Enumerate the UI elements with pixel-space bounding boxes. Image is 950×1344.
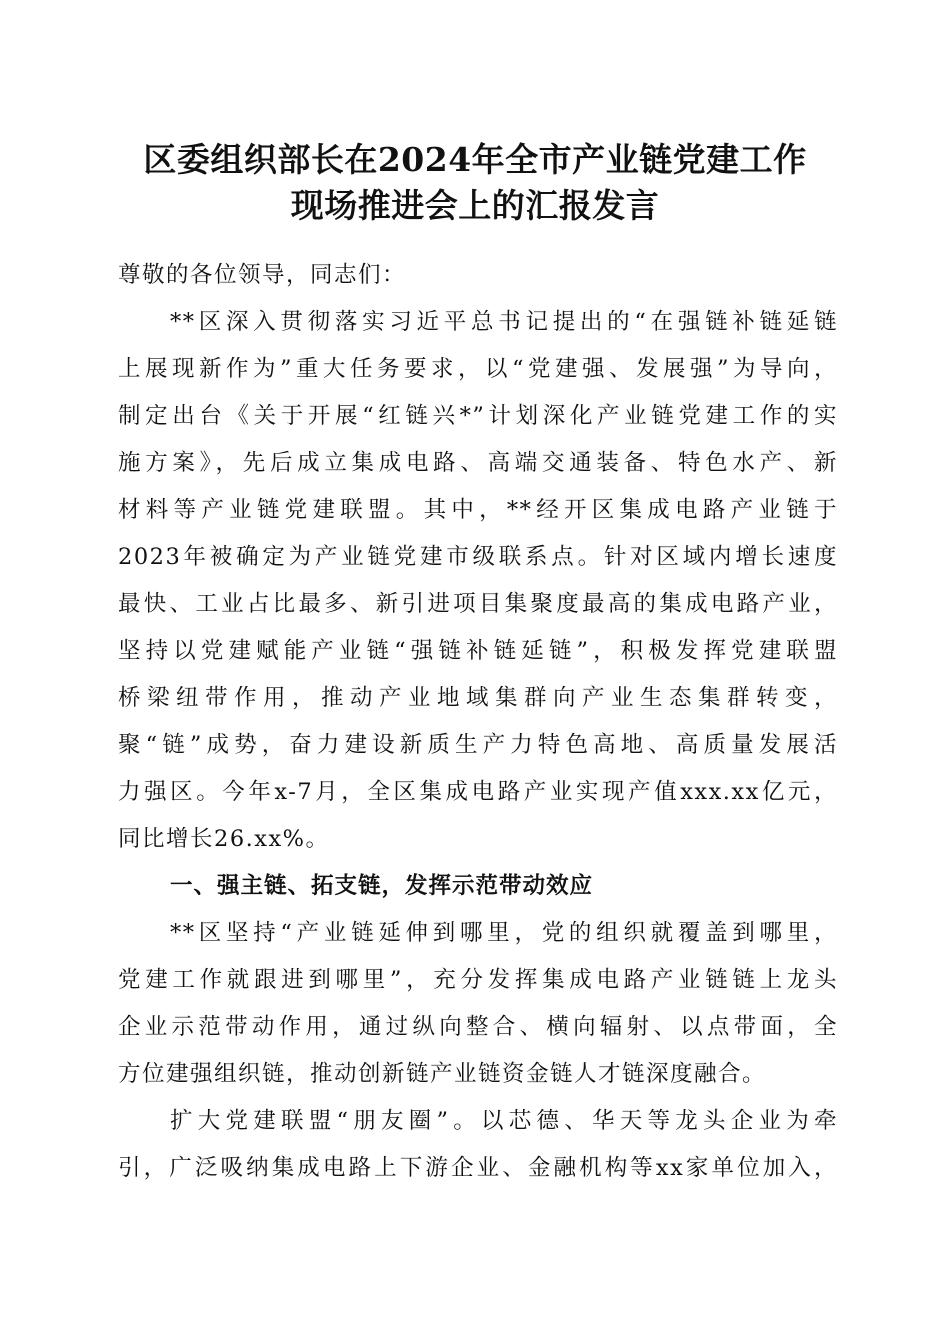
paragraph-3: [118, 1098, 838, 1192]
paragraph-line: 坚持以党建赋能产业链“强链补链延链”，积极发挥党建联盟: [118, 638, 838, 664]
paragraph-line: 上展现新作为”重大任务要求，以“党建强、发展强”为导向，: [118, 356, 838, 382]
document-title-line-1: 区委组织部长在2024年全市产业链党建工作: [143, 140, 807, 179]
paragraph-line: 党建工作就跟进到哪里”，充分发挥集成电路产业链链上龙头: [118, 967, 838, 993]
paragraph-line: 桥梁纽带作用，推动产业地域集群向产业生态集群转变，: [118, 685, 838, 711]
paragraph-line: 施方案》，先后成立集成电路、高端交通装备、特色水产、新: [118, 450, 838, 476]
paragraph-line: **区坚持“产业链延伸到哪里，党的组织就覆盖到哪里，: [170, 920, 838, 946]
paragraph-line: 聚“链”成势，奋力建设新质生产力特色高地、高质量发展活: [118, 732, 838, 758]
paragraph-1: [118, 299, 838, 863]
paragraph-line: 材料等产业链党建联盟。其中，**经开区集成电路产业链于: [118, 497, 838, 523]
salutation: 尊敬的各位领导，同志们：: [118, 262, 407, 288]
section-heading: 一、强主链、拓支链，发挥示范带动效应: [170, 873, 594, 899]
paragraph-line: 引，广泛吸纳集成电路上下游企业、金融机构等xx家单位加入，: [118, 1155, 838, 1181]
paragraph-line: 最快、工业占比最多、新引进项目集聚度最高的集成电路产业，: [118, 591, 838, 617]
paragraph-line: 扩大党建联盟“朋友圈”。以芯德、华天等龙头企业为牵: [170, 1108, 838, 1134]
paragraph-line: 制定出台《关于开展“红链兴*”计划深化产业链党建工作的实: [118, 403, 838, 429]
paragraph-2: [118, 910, 838, 1098]
paragraph-line: **区深入贯彻落实习近平总书记提出的“在强链补链延链: [170, 309, 838, 335]
paragraph-line: 同比增长26.xx%。: [118, 826, 330, 852]
paragraph-line: 力强区。今年x-7月，全区集成电路产业实现产值xxx.xx亿元，: [118, 779, 838, 805]
paragraph-line: 2023年被确定为产业链党建市级联系点。针对区域内增长速度: [118, 544, 838, 570]
paragraph-line: 方位建强组织链，推动创新链产业链资金链人才链深度融合。: [118, 1061, 767, 1087]
document-title-line-2: 现场推进会上的汇报发言: [290, 186, 660, 225]
paragraph-line: 企业示范带动作用，通过纵向整合、横向辐射、以点带面，全: [118, 1014, 838, 1040]
document-body: [118, 252, 838, 1192]
